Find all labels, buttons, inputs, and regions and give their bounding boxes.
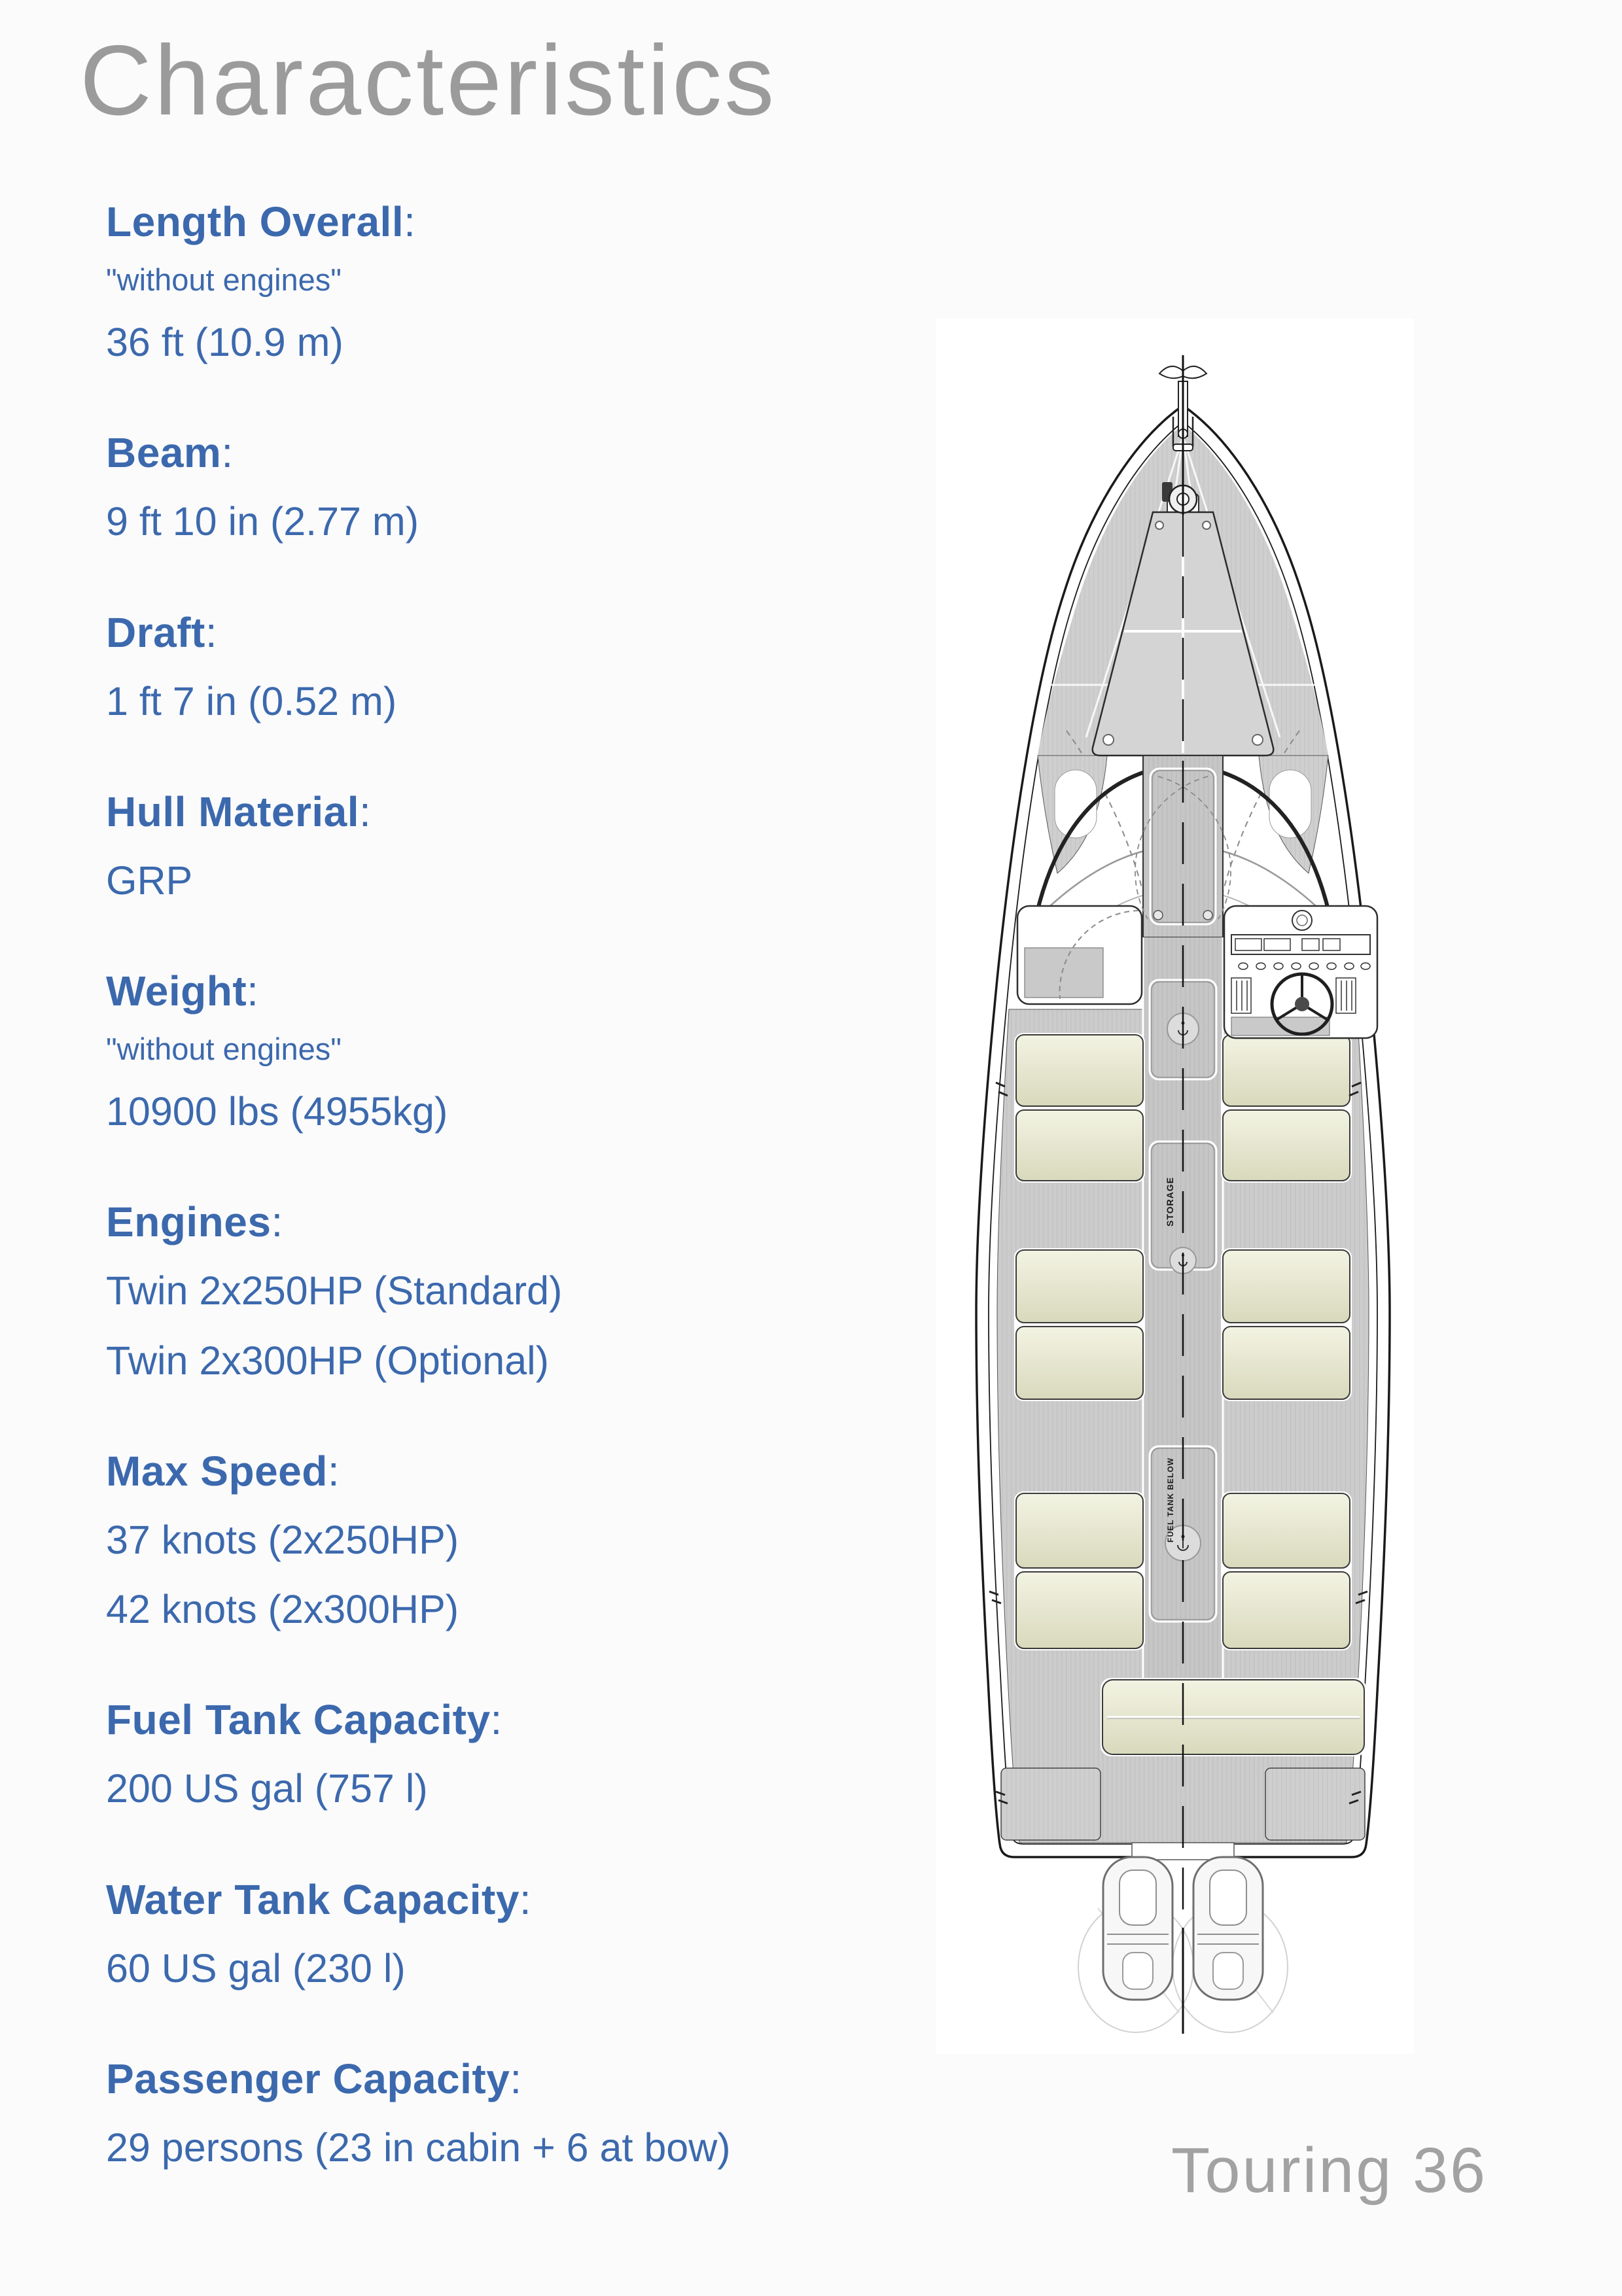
spec-note: "without engines"	[106, 1032, 342, 1066]
boat-plan-panel	[936, 319, 1414, 2054]
page-title: Characteristics	[80, 25, 777, 136]
spec-colon: :	[404, 198, 416, 245]
rear-bench	[1101, 1678, 1366, 1756]
spec-label: Fuel Tank Capacity:	[106, 1696, 502, 1744]
spec-block	[106, 1696, 937, 1813]
spec-value: 60 US gal (230 l)	[106, 1945, 406, 1991]
spec-label: Passenger Capacity:	[106, 2055, 522, 2102]
spec-value: 200 US gal (757 l)	[106, 1766, 428, 1811]
hatch-label-storage: STORAGE	[1165, 1177, 1175, 1226]
spec-label: Draft:	[106, 608, 218, 656]
spec-block	[106, 967, 937, 1136]
spec-value: 42 knots (2x300HP)	[106, 1587, 459, 1631]
helm-console	[1224, 906, 1377, 1038]
spec-colon: :	[221, 429, 234, 477]
spec-value: 1 ft 7 in (0.52 m)	[106, 678, 397, 723]
spec-value: 10900 lbs (4955kg)	[106, 1089, 448, 1134]
boat-top-view-drawing	[936, 319, 1414, 2054]
spec-value: GRP	[106, 858, 193, 903]
spec-block	[106, 2055, 937, 2172]
spec-colon: :	[327, 1447, 340, 1495]
spec-list	[106, 198, 937, 2234]
bench-seats-port	[1014, 1033, 1145, 1650]
spec-block	[106, 198, 937, 367]
spec-label: Weight:	[106, 967, 259, 1015]
spec-colon: :	[247, 967, 259, 1015]
spec-block	[106, 428, 937, 546]
spec-colon: :	[519, 1875, 532, 1923]
model-name: Touring 36	[1171, 2134, 1487, 2206]
spec-block	[106, 1447, 937, 1635]
spec-value: Twin 2x300HP (Optional)	[106, 1338, 549, 1383]
spec-label: Max Speed:	[106, 1447, 340, 1495]
spec-label: Hull Material:	[106, 788, 372, 835]
spec-value: 29 persons (23 in cabin + 6 at bow)	[106, 2125, 731, 2170]
spec-colon: :	[205, 608, 218, 656]
spec-colon: :	[510, 2055, 522, 2102]
spec-value: Twin 2x250HP (Standard)	[106, 1268, 563, 1313]
bench-seats-starboard	[1221, 1033, 1352, 1650]
port-console	[1017, 906, 1142, 1004]
spec-block	[106, 1198, 937, 1385]
hatch-label-fuel: FUEL TANK BELOW	[1166, 1457, 1175, 1542]
spec-value: 37 knots (2x250HP)	[106, 1517, 459, 1562]
spec-value: 9 ft 10 in (2.77 m)	[106, 499, 419, 544]
spec-block	[106, 608, 937, 726]
spec-label: Engines:	[106, 1198, 283, 1246]
spec-note: "without engines"	[106, 262, 342, 297]
spec-colon: :	[271, 1198, 283, 1246]
spec-label: Length Overall:	[106, 198, 416, 245]
spec-label: Beam:	[106, 429, 234, 477]
spec-colon: :	[490, 1696, 502, 1744]
compass	[1292, 911, 1312, 930]
spec-block	[106, 1875, 937, 1993]
spec-block	[106, 788, 937, 905]
spec-value: 36 ft (10.9 m)	[106, 320, 344, 364]
spec-label: Water Tank Capacity:	[106, 1875, 532, 1923]
spec-colon: :	[359, 788, 372, 835]
